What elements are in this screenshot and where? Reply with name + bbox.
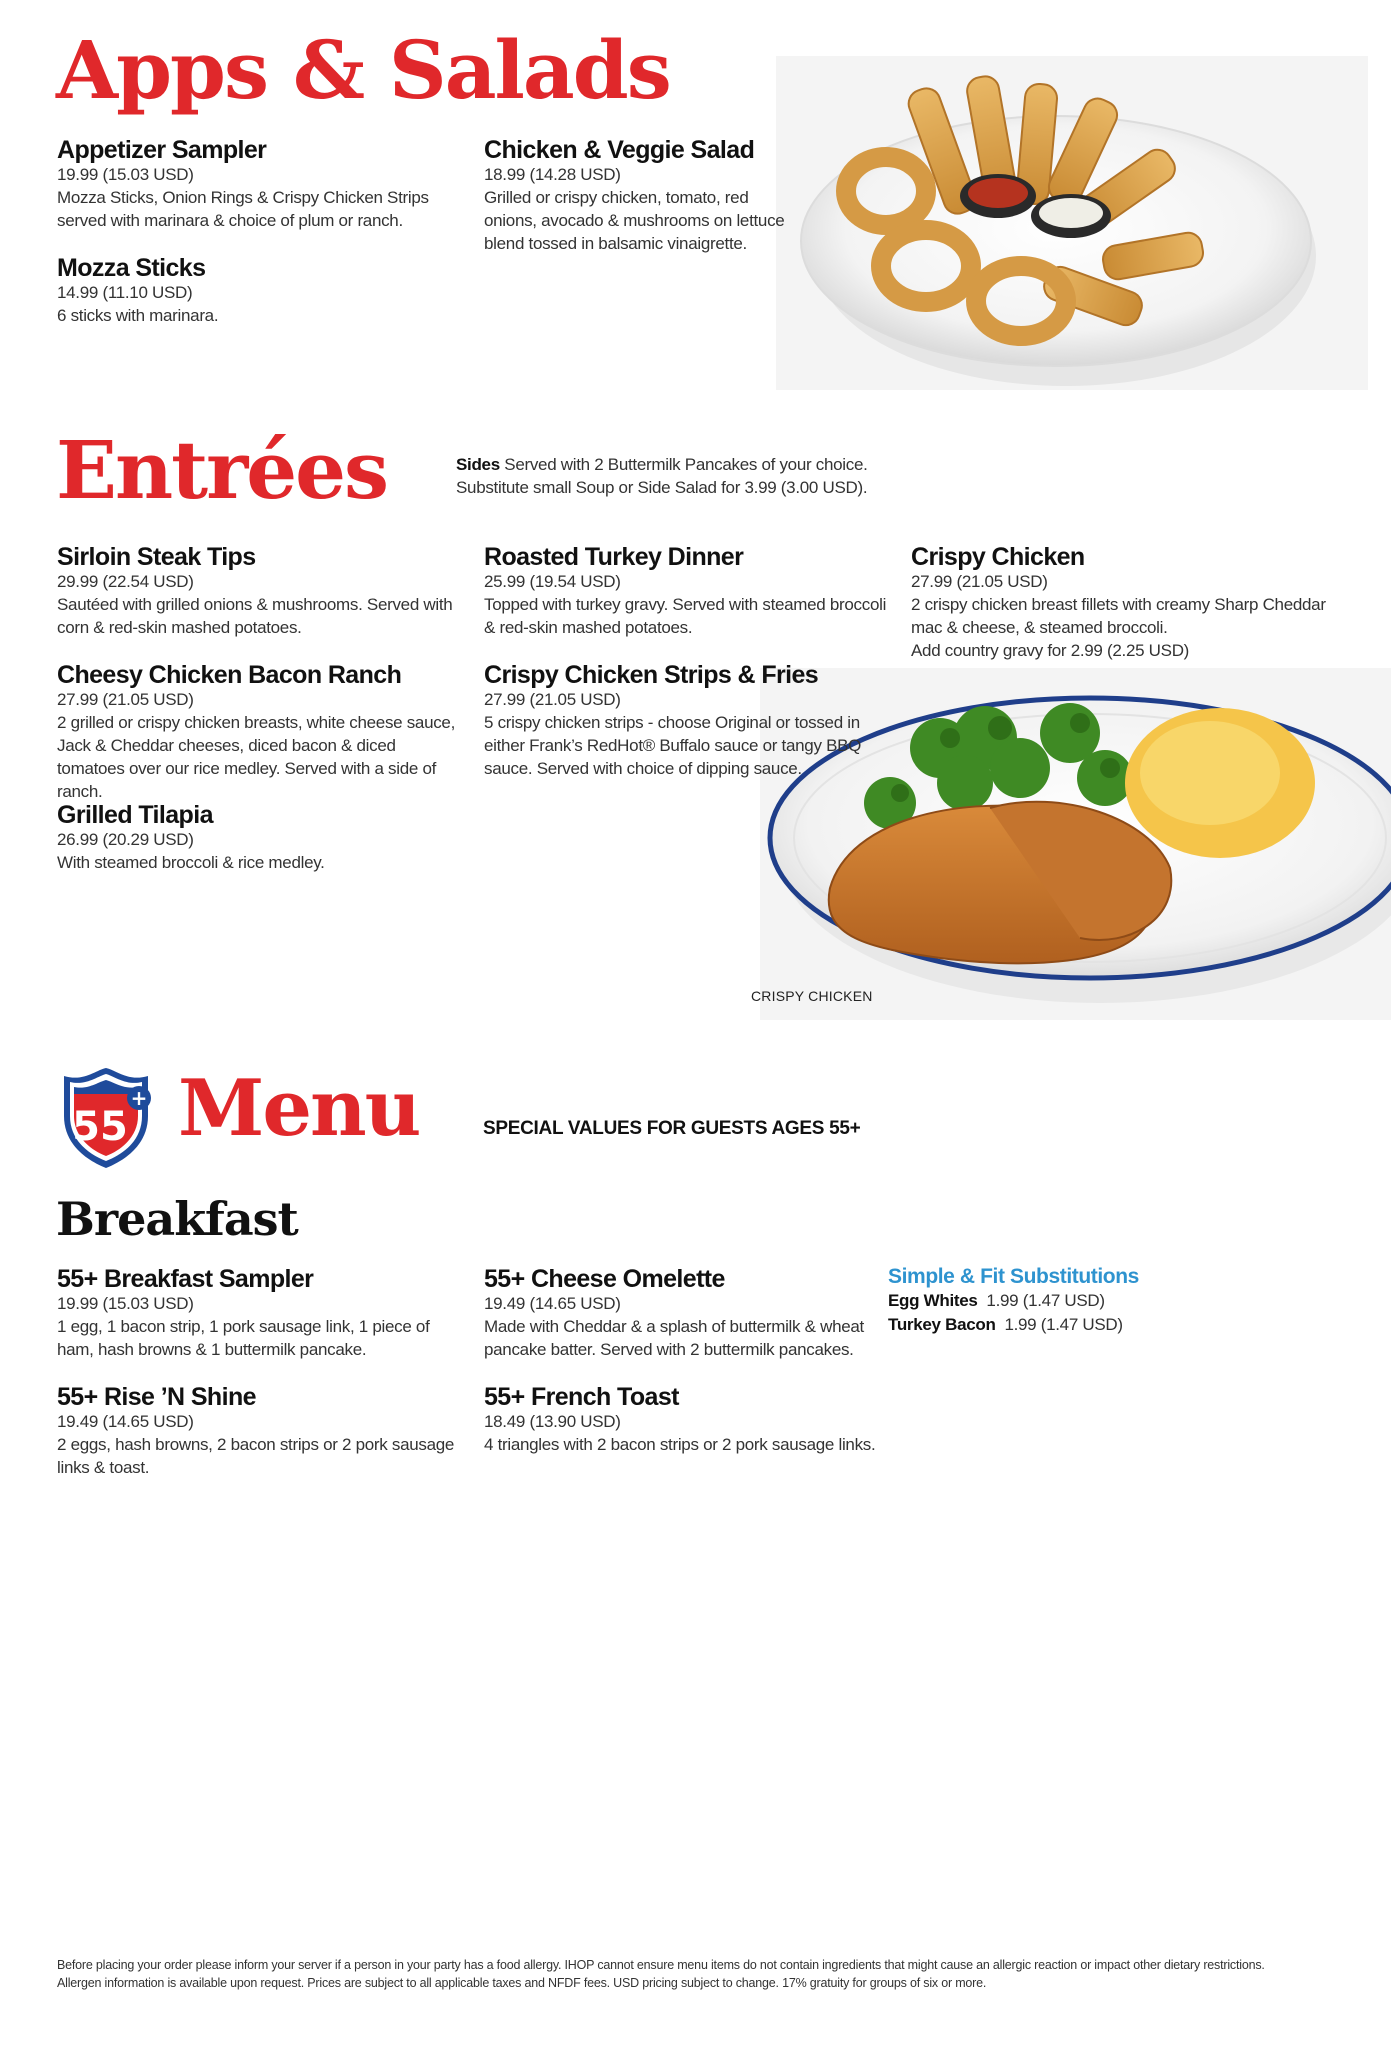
item-name: Grilled Tilapia	[57, 801, 213, 829]
menu55-title: Menu	[178, 1063, 420, 1154]
menu-item-mozza-sticks	[57, 254, 467, 327]
item-name: Chicken & Veggie Salad	[484, 136, 755, 164]
item-name: 55+ Rise ’N Shine	[57, 1383, 256, 1411]
sides-note	[456, 453, 916, 499]
substitutions-title: Simple & Fit Substitutions	[888, 1265, 1139, 1288]
disclaimer-line-1: Before placing your order please inform your server if a person in your party has a food allergy. IHOP cannot ensure menu items do not contain ingredients that might cause an allergic reaction or impact other dietary restrictions.	[57, 1958, 1265, 1972]
item-description: 5 crispy chicken strips - choose Original or tossed in either Frank’s RedHot® Buffalo sauce or tangy BBQ sauce. Served with choice of dipping sauce.	[484, 713, 862, 778]
item-name: Mozza Sticks	[57, 254, 206, 282]
substitution-price: 1.99 (1.47 USD)	[986, 1291, 1105, 1310]
item-description: 1 egg, 1 bacon strip, 1 pork sausage link, 1 piece of ham, hash browns & 1 buttermilk pancake.	[57, 1317, 430, 1359]
substitution-price: 1.99 (1.47 USD)	[1004, 1315, 1123, 1334]
menu-item-55-french-toast	[484, 1383, 904, 1456]
item-name: 55+ Cheese Omelette	[484, 1265, 725, 1293]
item-price: 25.99 (19.54 USD)	[484, 572, 621, 591]
item-name: 55+ Breakfast Sampler	[57, 1265, 314, 1293]
item-description: With steamed broccoli & rice medley.	[57, 853, 325, 872]
item-name: Sirloin Steak Tips	[57, 543, 256, 571]
badge-plus-text: +	[130, 1086, 148, 1110]
menu-item-55-rise-n-shine	[57, 1383, 457, 1479]
item-price: 19.99 (15.03 USD)	[57, 165, 194, 184]
item-price: 26.99 (20.29 USD)	[57, 830, 194, 849]
crispy-chicken-photo-caption: CRISPY CHICKEN	[751, 988, 873, 1004]
menu-item-roasted-turkey-dinner	[484, 543, 894, 639]
entrees-title: Entrées	[56, 423, 388, 517]
item-price: 14.99 (11.10 USD)	[57, 283, 193, 302]
item-add-on: Add country gravy for 2.99 (2.25 USD)	[911, 641, 1190, 660]
disclaimer-line-2: Allergen information is available upon request. Prices are subject to all applicable taxes and NFDF fees. USD pricing subject to change. 17% gratuity for groups of six or more.	[57, 1976, 987, 1990]
substitution-row	[888, 1313, 1288, 1337]
item-description: Sautéed with grilled onions & mushrooms. Served with corn & red-skin mashed potatoes.	[57, 595, 453, 637]
item-price: 27.99 (21.05 USD)	[484, 690, 621, 709]
appetizer-sampler-photo	[776, 56, 1368, 390]
sides-substitute-text: Substitute small Soup or Side Salad for 3.99 (3.00 USD).	[456, 478, 868, 497]
item-price: 19.99 (15.03 USD)	[57, 1294, 194, 1313]
item-description: 6 sticks with marinara.	[57, 306, 219, 325]
item-name: Roasted Turkey Dinner	[484, 543, 744, 571]
simple-fit-substitutions	[888, 1265, 1288, 1337]
item-name: Crispy Chicken	[911, 543, 1085, 571]
special-values-note: SPECIAL VALUES FOR GUESTS AGES 55+	[483, 1118, 861, 1139]
substitution-name: Turkey Bacon	[888, 1315, 996, 1334]
item-price: 18.49 (13.90 USD)	[484, 1412, 621, 1431]
item-name: 55+ French Toast	[484, 1383, 679, 1411]
item-description: Mozza Sticks, Onion Rings & Crispy Chicken Strips served with marinara & choice of plum or ranch.	[57, 188, 429, 230]
item-price: 19.49 (14.65 USD)	[484, 1294, 621, 1313]
item-name: Appetizer Sampler	[57, 136, 267, 164]
menu-item-chicken-veggie-salad	[484, 136, 804, 255]
sides-label: Sides	[456, 455, 500, 474]
item-description: Grilled or crispy chicken, tomato, red onions, avocado & mushrooms on lettuce blend tossed in balsamic vinaigrette.	[484, 188, 785, 253]
item-description: 2 eggs, hash browns, 2 bacon strips or 2 pork sausage links & toast.	[57, 1435, 455, 1477]
route-55-shield-icon	[56, 1066, 156, 1170]
menu-item-crispy-chicken	[911, 543, 1331, 662]
apps-salads-title: Apps & Salads	[56, 23, 670, 117]
substitution-row	[888, 1289, 1288, 1313]
allergen-disclaimer	[57, 1956, 1357, 1992]
item-price: 29.99 (22.54 USD)	[57, 572, 194, 591]
item-description: 4 triangles with 2 bacon strips or 2 pork sausage links.	[484, 1435, 876, 1454]
item-price: 27.99 (21.05 USD)	[57, 690, 194, 709]
item-description: 2 grilled or crispy chicken breasts, white cheese sauce, Jack & Cheddar cheeses, diced bacon & diced tomatoes over our rice medley. Served with a side of ranch.	[57, 713, 456, 801]
breakfast-title: Breakfast	[56, 1192, 298, 1246]
sides-text: Served with 2 Buttermilk Pancakes of your choice.	[499, 455, 868, 474]
item-price: 18.99 (14.28 USD)	[484, 165, 621, 184]
menu-item-cheesy-chicken-bacon-ranch	[57, 661, 462, 803]
menu-item-crispy-chicken-strips-fries	[484, 661, 864, 780]
menu-item-55-breakfast-sampler	[57, 1265, 467, 1361]
item-name: Crispy Chicken Strips & Fries	[484, 661, 819, 689]
substitution-name: Egg Whites	[888, 1291, 978, 1310]
menu-item-grilled-tilapia	[57, 801, 467, 874]
badge-55-text: 55	[72, 1104, 128, 1150]
menu-item-sirloin-steak-tips	[57, 543, 467, 639]
menu-item-appetizer-sampler	[57, 136, 467, 232]
item-description: Topped with turkey gravy. Served with steamed broccoli & red-skin mashed potatoes.	[484, 595, 887, 637]
item-description: Made with Cheddar & a splash of buttermilk & wheat pancake batter. Served with 2 buttermilk pancakes.	[484, 1317, 864, 1359]
item-price: 27.99 (21.05 USD)	[911, 572, 1048, 591]
item-price: 19.49 (14.65 USD)	[57, 1412, 194, 1431]
item-description: 2 crispy chicken breast fillets with creamy Sharp Cheddar mac & cheese, & steamed broccoli.	[911, 595, 1326, 637]
menu-item-55-cheese-omelette	[484, 1265, 884, 1361]
item-name: Cheesy Chicken Bacon Ranch	[57, 661, 402, 689]
